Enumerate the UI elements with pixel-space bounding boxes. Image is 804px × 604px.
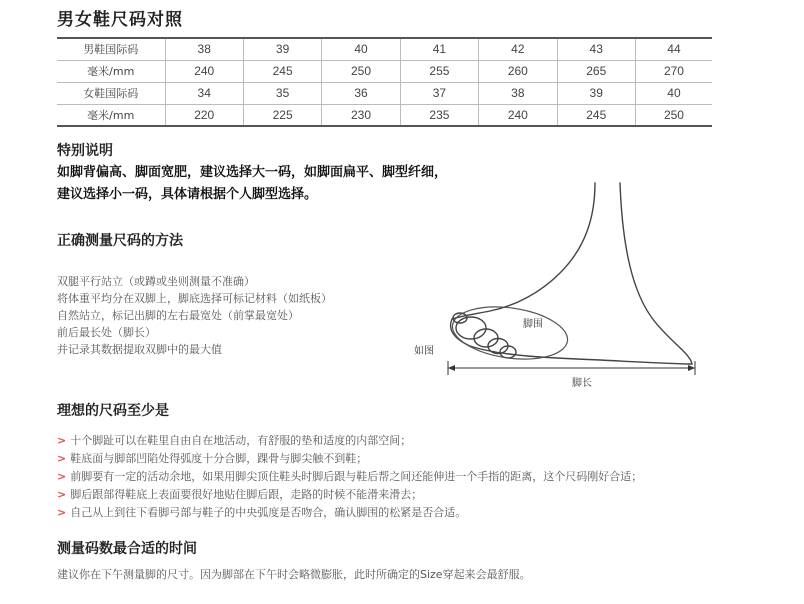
list-item: > 自己从上到往下看脚弓部与鞋子的中央弧度是否吻合，确认脚围的松紧是否合适。 <box>57 506 467 519</box>
table-cell: 43 <box>557 38 635 60</box>
table-cell: 235 <box>400 104 478 126</box>
table-cell: 41 <box>400 38 478 60</box>
table-cell: 40 <box>322 38 400 60</box>
special-note-line-2: 建议选择小一码，具体请根据个人脚型选择。 <box>57 187 318 202</box>
foot-outline-icon <box>390 178 730 388</box>
row-label: 男鞋国际码 <box>57 38 165 60</box>
table-cell: 44 <box>635 38 712 60</box>
table-cell: 230 <box>322 104 400 126</box>
method-heading: 正确测量尺码的方法 <box>57 233 183 249</box>
table-cell: 34 <box>165 82 243 104</box>
method-steps <box>57 273 332 358</box>
method-step: 双腿平行站立（或蹲或坐则测量不准确） <box>57 275 255 288</box>
chevron-right-icon: > <box>57 434 67 447</box>
row-label: 女鞋国际码 <box>57 82 165 104</box>
table-cell: 40 <box>635 82 712 104</box>
foot-length-label: 脚长 <box>572 378 592 389</box>
table-cell: 245 <box>243 60 321 82</box>
chevron-right-icon: > <box>57 470 67 483</box>
method-step: 前后最长处（脚长） <box>57 326 156 339</box>
size-chart-table <box>57 37 712 127</box>
table-cell: 39 <box>243 38 321 60</box>
list-item: > 鞋底面与脚部凹陷处得弧度十分合脚，踝骨与脚尖触不到鞋； <box>57 452 368 465</box>
table-cell: 37 <box>400 82 478 104</box>
table-cell: 39 <box>557 82 635 104</box>
best-time-text: 建议你在下午测量脚的尺寸。因为脚部在下午时会略微膨胀，此时所确定的Size穿起来会最舒服。 <box>57 568 531 581</box>
method-step: 将体重平均分在双脚上，脚底选择可标记材料（如纸板） <box>57 292 332 305</box>
figure-example-label: 如图 <box>414 346 434 357</box>
table-cell: 35 <box>243 82 321 104</box>
row-label: 毫米/mm <box>57 60 165 82</box>
table-cell: 255 <box>400 60 478 82</box>
table-row <box>57 38 712 60</box>
table-cell: 250 <box>635 104 712 126</box>
ideal-size-heading: 理想的尺码至少是 <box>57 403 169 419</box>
list-item: > 脚后跟部得鞋底上表面要很好地贴住脚后跟，走路的时候不能滑来滑去； <box>57 488 423 501</box>
table-cell: 270 <box>635 60 712 82</box>
table-cell: 240 <box>165 60 243 82</box>
chevron-right-icon: > <box>57 488 67 501</box>
table-cell: 225 <box>243 104 321 126</box>
foot-measurement-figure <box>390 178 730 388</box>
table-row <box>57 104 712 126</box>
table-cell: 250 <box>322 60 400 82</box>
page-title: 男女鞋尺码对照 <box>57 10 183 30</box>
table-row <box>57 82 712 104</box>
table-cell: 38 <box>479 82 557 104</box>
list-item: > 十个脚趾可以在鞋里自由自在地活动，有舒服的垫和适度的内部空间； <box>57 434 412 447</box>
table-cell: 220 <box>165 104 243 126</box>
row-label: 毫米/mm <box>57 104 165 126</box>
special-note-heading: 特别说明 <box>57 143 113 159</box>
table-cell: 240 <box>479 104 557 126</box>
table-cell: 42 <box>479 38 557 60</box>
chevron-right-icon: > <box>57 506 67 519</box>
table-cell: 38 <box>165 38 243 60</box>
list-item: > 前脚要有一定的活动余地，如果用脚尖顶住鞋头时脚后跟与鞋后帮之间还能伸进一个手指的距离，这个尺码刚好合适； <box>57 470 643 483</box>
table-cell: 245 <box>557 104 635 126</box>
special-note-line-1: 如脚背偏高、脚面宽肥，建议选择大一码，如脚面扁平、脚型纤细， <box>57 165 448 180</box>
table-row <box>57 60 712 82</box>
table-cell: 36 <box>322 82 400 104</box>
method-step: 并记录其数据提取双脚中的最大值 <box>57 343 222 356</box>
method-step: 自然站立，标记出脚的左右最宽处（前掌最宽处） <box>57 309 299 322</box>
table-cell: 260 <box>479 60 557 82</box>
table-cell: 265 <box>557 60 635 82</box>
best-time-heading: 测量码数最合适的时间 <box>57 541 197 557</box>
foot-width-label: 脚围 <box>523 319 543 330</box>
chevron-right-icon: > <box>57 452 67 465</box>
ideal-size-list <box>57 432 642 522</box>
